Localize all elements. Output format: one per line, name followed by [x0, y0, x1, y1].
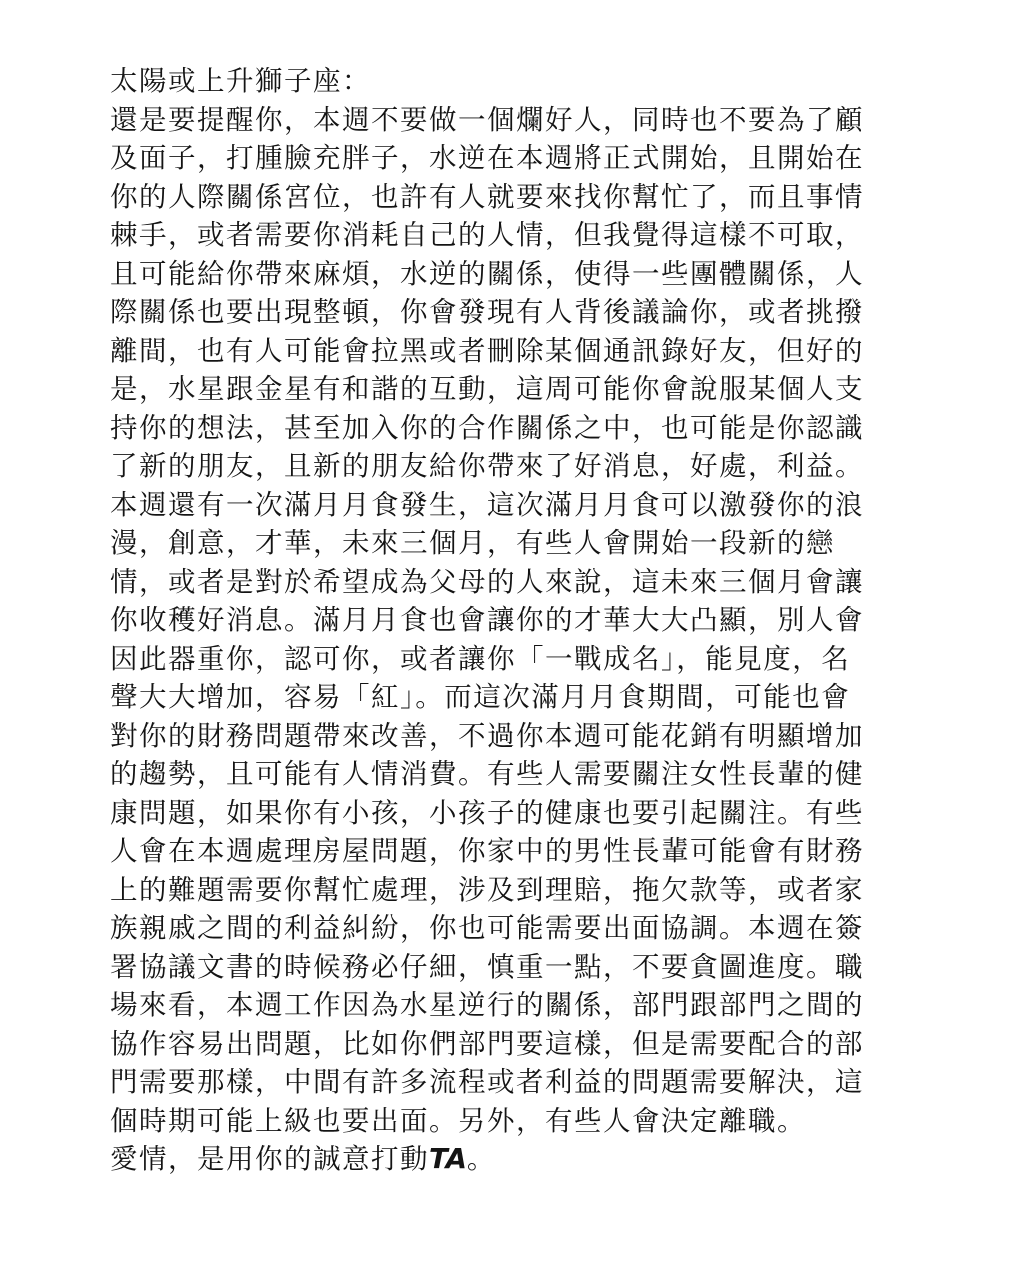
text-line: 署協議文書的時候務必仔細，慎重一點，不要貪圖進度。職: [110, 950, 864, 983]
text-line: 個時期可能上級也要出面。另外，有些人會決定離職。: [110, 1104, 806, 1137]
text-line: 你收穫好消息。滿月月食也會讓你的才華大大凸顯，別人會: [110, 604, 864, 636]
text-line: 情，或者是對於希望成為父母的人來說，這未來三個月會讓: [110, 565, 864, 598]
text-line: 族親戚之間的利益糾紛，你也可能需要出面協調。本週在簽: [110, 912, 864, 944]
text-line: 你的人際關係宮位，也許有人就要來找你幫忙了，而且事情: [110, 180, 864, 213]
text-line: 了新的朋友，且新的朋友給你帶來了好消息，好處，利益。: [110, 450, 864, 482]
text-line: 對你的財務問題帶來改善，不過你本週可能花銷有明顯增加: [110, 719, 864, 752]
love-line-end: 。: [466, 1143, 496, 1175]
text-line: 及面子，打腫臉充胖子，水逆在本週將正式開始，且開始在: [110, 142, 864, 174]
love-line-text: 愛情，是用你的誠意打動: [110, 1143, 429, 1175]
text-line: 聲大大增加，容易「紅」。而這次滿月月食期間，可能也會: [110, 681, 851, 713]
text-line: 上的難題需要你幫忙處理，涉及到理賠，拖欠款等，或者家: [110, 873, 864, 906]
love-line: [110, 1140, 930, 1179]
text-line: 是，水星跟金星有和諧的互動，這周可能你會說服某個人支: [110, 373, 864, 405]
text-line: 門需要那樣，中間有許多流程或者利益的問題需要解決，這: [110, 1066, 864, 1098]
text-line: 還是要提醒你，本週不要做一個爛好人，同時也不要為了顧: [110, 103, 864, 136]
text-line: 持你的想法，甚至加入你的合作關係之中，也可能是你認識: [110, 411, 864, 444]
heading-line: 太陽或上升獅子座：: [110, 65, 371, 97]
text-line: 的趨勢，且可能有人情消費。有些人需要關注女性長輩的健: [110, 758, 864, 790]
text-line: 場來看，本週工作因為水星逆行的關係，部門跟部門之間的: [110, 989, 864, 1021]
text-line: 人會在本週處理房屋問題，你家中的男性長輩可能會有財務: [110, 835, 864, 867]
horoscope-text: [110, 62, 930, 1179]
text-line: 漫，創意，才華，未來三個月，有些人會開始一段新的戀: [110, 527, 835, 559]
text-line: 際關係也要出現整頓，你會發現有人背後議論你，或者挑撥: [110, 296, 864, 328]
text-line: 本週還有一次滿月月食發生，這次滿月月食可以激發你的浪: [110, 488, 864, 521]
text-line: 協作容易出問題，比如你們部門要這樣，但是需要配合的部: [110, 1027, 864, 1060]
love-line-emphasis: TA: [429, 1143, 467, 1175]
text-line: 棘手，或者需要你消耗自己的人情，但我覺得這樣不可取，: [110, 219, 864, 251]
text-line: 因此器重你，認可你，或者讓你「一戰成名」，能見度，名: [110, 642, 851, 675]
text-line: 離間，也有人可能會拉黑或者刪除某個通訊錄好友，但好的: [110, 334, 864, 367]
text-line: 且可能給你帶來麻煩，水逆的關係，使得一些團體關係，人: [110, 257, 864, 290]
text-line: 康問題，如果你有小孩，小孩子的健康也要引起關注。有些: [110, 796, 864, 829]
